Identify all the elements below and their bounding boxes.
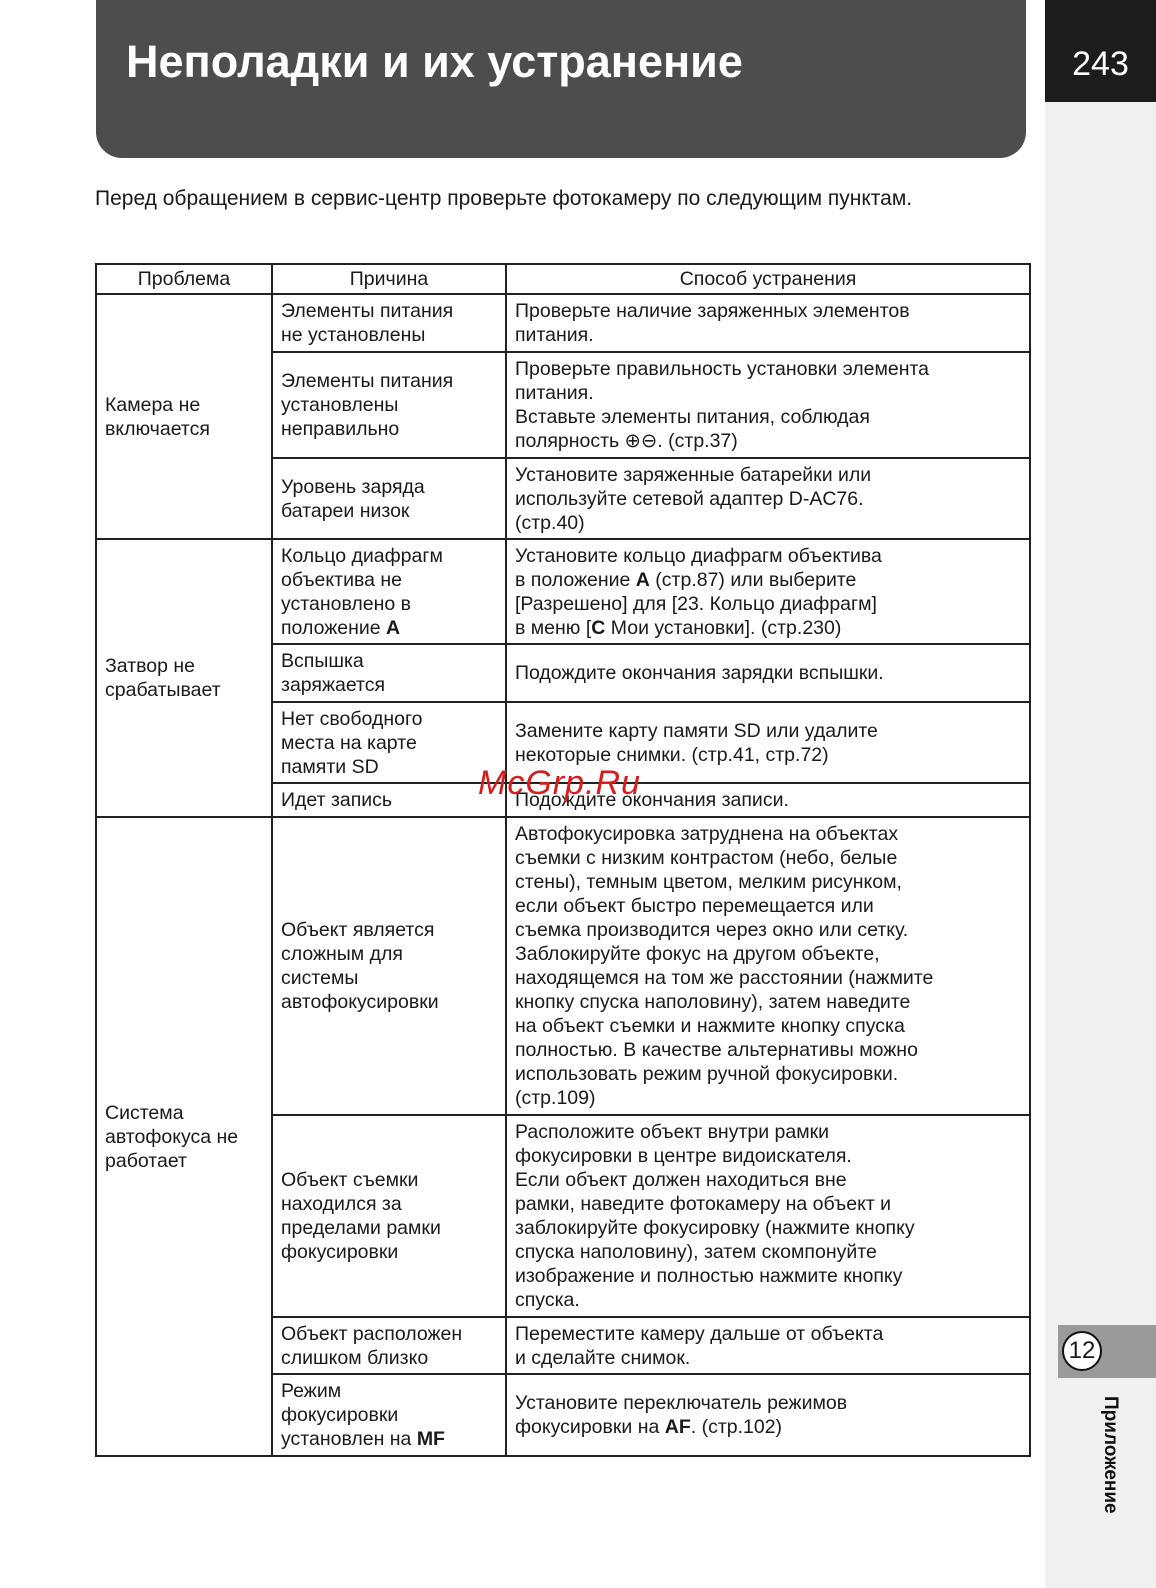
cause-line: Нет свободного: [281, 707, 423, 730]
remedy-line: кнопку спуска наполовину), затем наведите: [515, 991, 911, 1013]
remedy-line: заблокируйте фокусировку (нажмите кнопку: [515, 1217, 915, 1239]
cause-line: [281, 616, 497, 640]
remedy-line: спуска наполовину), затем скомпонуйте: [515, 1241, 877, 1263]
column-header-problem: Проблема: [96, 264, 272, 294]
chapter-number: 12: [1062, 1331, 1102, 1371]
cause-line: сложным для: [281, 943, 403, 965]
remedy-line: фокусировки в центре видоискателя.: [515, 1145, 852, 1167]
cause-line: находился за: [281, 1193, 402, 1215]
aperture-mark: A: [635, 568, 650, 591]
cause-line: фокусировки: [281, 1241, 399, 1263]
remedy-line: некоторые снимки. (стр.41, стр.72): [515, 743, 829, 766]
cause-cell: [272, 539, 506, 644]
cause-line: автофокусировки: [281, 991, 439, 1013]
cause-line: неправильно: [281, 418, 400, 440]
cause-line: Вспышка: [281, 650, 364, 672]
cause-line: пределами рамки: [281, 1217, 441, 1239]
cause-cell: [272, 1115, 506, 1317]
remedy-line: Расположите объект внутри рамки: [515, 1121, 830, 1143]
remedy-text: фокусировки на: [515, 1416, 665, 1438]
remedy-text: в положение: [515, 568, 636, 591]
cause-line: памяти SD: [281, 755, 379, 778]
aperture-mark: A: [386, 616, 401, 639]
cause-line: Объект съемки: [281, 1169, 419, 1191]
remedy-line: Замените карту памяти SD или удалите: [515, 719, 878, 742]
chapter-label: Приложение: [1100, 1396, 1121, 1514]
focus-mode-mark: AF: [664, 1416, 691, 1438]
cause-cell: [272, 1317, 506, 1374]
remedy-cell: [506, 1374, 1030, 1456]
cause-cell: [272, 1374, 506, 1456]
remedy-line: съемка производится через окно или сетку.: [515, 919, 909, 941]
remedy-text: в меню [: [515, 616, 592, 639]
problem-cell: Камера не включается: [96, 294, 272, 539]
remedy-text: (стр.87) или выберите: [649, 568, 857, 591]
remedy-line: [Разрешено] для [23. Кольцо диафрагм]: [515, 592, 877, 615]
page-number: 243: [1045, 0, 1156, 102]
remedy-line: если объект быстро перемещается или: [515, 895, 874, 917]
remedy-line: полярность ⊕⊖. (стр.37): [515, 430, 738, 452]
cause-line: Кольцо диафрагм: [281, 544, 443, 567]
cause-line: Элементы питания: [281, 300, 454, 322]
remedy-line: [515, 568, 1021, 592]
remedy-line: [515, 1415, 1021, 1439]
table-row: [96, 817, 1030, 1115]
cause-line: Объект расположен: [281, 1322, 463, 1345]
remedy-line: полностью. В качестве альтернативы можно: [515, 1039, 918, 1061]
problem-cell: Затвор не срабатывает: [96, 539, 272, 817]
remedy-line: находящемся на том же расстоянии (нажмите: [515, 967, 934, 989]
remedy-line: съемки с низким контрастом (небо, белые: [515, 847, 898, 869]
remedy-line: (стр.109): [515, 1087, 596, 1109]
remedy-line: Переместите камеру дальше от объекта: [515, 1322, 884, 1345]
remedy-line: Подождите окончания зарядки вспышки.: [515, 662, 884, 684]
cause-line: Объект является: [281, 919, 435, 941]
remedy-line: (стр.40): [515, 511, 585, 534]
cause-line: не установлены: [281, 324, 426, 346]
remedy-cell: [506, 817, 1030, 1115]
cause-line: Уровень заряда: [281, 475, 425, 498]
remedy-line: питания.: [515, 382, 594, 404]
cause-line: [281, 1427, 497, 1451]
remedy-line: Установите переключатель режимов: [515, 1392, 848, 1414]
custom-menu-icon: C: [591, 616, 606, 639]
remedy-cell: [506, 644, 1030, 702]
cause-line: установлено в: [281, 592, 411, 615]
cause-text: положение: [281, 616, 381, 639]
cause-line: системы: [281, 967, 359, 989]
cause-cell: [272, 458, 506, 539]
cause-cell: [272, 294, 506, 352]
remedy-line: на объект съемки и нажмите кнопку спуска: [515, 1015, 905, 1037]
cause-text: установлен на: [281, 1428, 412, 1450]
cause-cell: [272, 644, 506, 702]
remedy-line: стены), темным цветом, мелким рисунком,: [515, 871, 902, 893]
remedy-line: Установите кольцо диафрагм объектива: [515, 544, 882, 567]
remedy-text: . (стр.102): [690, 1416, 783, 1438]
intro-text: Перед обращением в сервис-центр проверьте фотокамеру по следующим пунктам.: [95, 187, 913, 210]
remedy-cell: [506, 458, 1030, 539]
remedy-line: питания.: [515, 324, 594, 346]
remedy-cell: [506, 352, 1030, 458]
remedy-line: Если объект должен находиться вне: [515, 1169, 847, 1191]
cause-line: Элементы питания: [281, 370, 454, 392]
cause-line: установлены: [281, 394, 399, 416]
page-title: Неполадки и их устранение: [126, 36, 743, 87]
remedy-cell: [506, 539, 1030, 644]
remedy-line: изображение и полностью нажмите кнопку: [515, 1265, 903, 1287]
cause-cell: [272, 783, 506, 817]
column-header-cause: Причина: [272, 264, 506, 294]
remedy-line: рамки, наведите фотокамеру на объект и: [515, 1193, 892, 1215]
remedy-text: Мои установки]. (стр.230): [605, 616, 842, 639]
remedy-line: Заблокируйте фокус на другом объекте,: [515, 943, 880, 965]
remedy-line: использовать режим ручной фокусировки.: [515, 1063, 899, 1085]
remedy-line: Подождите окончания записи.: [515, 789, 789, 811]
watermark: McGrp.Ru: [478, 764, 641, 802]
cause-line: фокусировки: [281, 1404, 399, 1426]
remedy-line: используйте сетевой адаптер D-AC76.: [515, 487, 864, 510]
cause-line: объектива не: [281, 568, 402, 591]
remedy-cell: [506, 1115, 1030, 1317]
table-row: [96, 539, 1030, 644]
remedy-line: Установите заряженные батарейки или: [515, 463, 872, 486]
title-band: [96, 0, 1026, 158]
cause-cell: [272, 352, 506, 458]
troubleshooting-table: [95, 263, 1031, 1457]
cause-line: слишком близко: [281, 1346, 429, 1369]
remedy-line: и сделайте снимок.: [515, 1346, 691, 1369]
cause-cell: [272, 702, 506, 783]
remedy-line: Автофокусировка затруднена на объектах: [515, 823, 899, 845]
remedy-line: Проверьте наличие заряженных элементов: [515, 300, 910, 322]
remedy-line: спуска.: [515, 1289, 580, 1311]
remedy-cell: [506, 1317, 1030, 1374]
cause-cell: [272, 817, 506, 1115]
table-row: [96, 294, 1030, 352]
cause-line: Режим: [281, 1380, 342, 1402]
remedy-cell: [506, 294, 1030, 352]
cause-line: заряжается: [281, 674, 386, 696]
cause-line: места на карте: [281, 731, 417, 754]
cause-line: Идет запись: [281, 789, 393, 811]
remedy-line: Проверьте правильность установки элемента: [515, 358, 930, 380]
column-header-remedy: Способ устранения: [506, 264, 1030, 294]
cause-line: батареи низок: [281, 499, 410, 522]
focus-mode-mark: MF: [416, 1428, 445, 1450]
table-header-row: [96, 264, 1030, 294]
remedy-line: Вставьте элементы питания, соблюдая: [515, 406, 870, 428]
remedy-line: [515, 616, 1021, 640]
problem-cell: Система автофокуса не работает: [96, 817, 272, 1456]
